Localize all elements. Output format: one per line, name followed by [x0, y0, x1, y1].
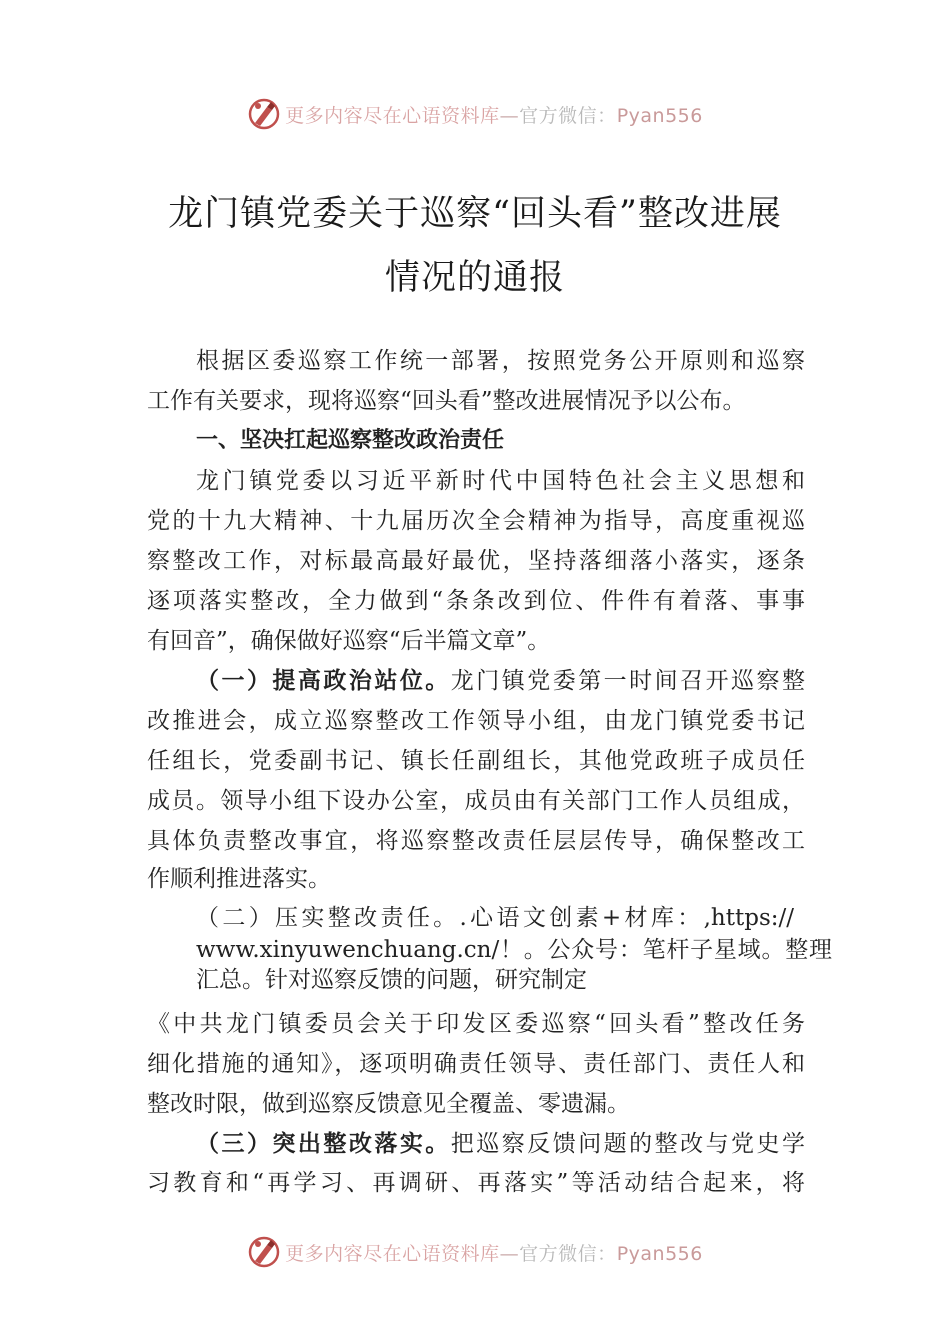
paragraph-line: 龙门镇党委以习近平新时代中国特色社会主义思想和: [196, 468, 805, 494]
paragraph-line: 细化措施的通知》，逐项明确责任领导、责任部门、责任人和: [147, 1051, 805, 1077]
paragraph-line: 《中共龙门镇委员会关于印发区委巡察“回头看”整改任务: [147, 1011, 805, 1037]
paragraph-line: 有回音”，确保做好巡察“后半篇文章”。: [147, 628, 551, 654]
footer-banner: [0, 1232, 950, 1272]
pen-nib-logo-icon: [247, 1235, 281, 1269]
paragraph-line: www.xinyuwenchuang.cn/！。公众号：笔杆子星域。整理: [196, 937, 832, 963]
paragraph-line: 习教育和“再学习、再调研、再落实”等活动结合起来，将: [147, 1170, 805, 1196]
paragraph-line: 汇总。针对巡察反馈的问题，研究制定: [196, 967, 587, 993]
document-title-line1: 龙门镇党委关于巡察“回头看”整改进展: [168, 194, 782, 234]
pen-nib-logo-icon: [247, 97, 281, 131]
paragraph-line: 任组长，党委副书记、镇长任副组长，其他党政班子成员任: [147, 748, 805, 774]
section-heading: 一、坚决扛起巡察整改政治责任: [196, 428, 505, 453]
paragraph-line: 根据区委巡察工作统一部署，按照党务公开原则和巡察: [196, 348, 805, 374]
paragraph-line: 具体负责整改事宜，将巡察整改责任层层传导，确保整改工: [147, 828, 805, 854]
paragraph-line: 整改时限，做到巡察反馈意见全覆盖、零遗漏。: [147, 1091, 630, 1117]
document-title-line2: 情况的通报: [384, 258, 565, 298]
subsection-heading: （三）突出整改落实。: [196, 1130, 451, 1157]
paragraph-line: （一）提高政治站位。龙门镇党委第一时间召开巡察整: [196, 667, 806, 694]
paragraph-line: （二）压实整改责任。.心语文创素+材库：,https://: [196, 905, 794, 931]
paragraph-line: 作顺利推进落实。: [147, 866, 331, 892]
subsection-heading: （一）提高政治站位。: [196, 667, 451, 694]
wechat-id: Pyan556: [616, 1242, 703, 1265]
footer-banner-text: 更多内容尽在心语资料库—官方微信：Pyan556: [285, 1242, 703, 1265]
paragraph-line: 成员。领导小组下设办公室，成员由有关部门工作人员组成，: [147, 788, 805, 814]
paragraph-line: （三）突出整改落实。把巡察反馈问题的整改与党史学: [196, 1130, 806, 1157]
header-banner: [0, 94, 950, 134]
paragraph-line: 工作有关要求，现将巡察“回头看”整改进展情况予以公布。: [147, 388, 746, 414]
paragraph-line: 党的十九大精神、十九届历次全会精神为指导，高度重视巡: [147, 508, 805, 534]
paragraph-line: 察整改工作，对标最高最好最优，坚持落细落小落实，逐条: [147, 548, 805, 574]
wechat-id: Pyan556: [616, 104, 703, 127]
paragraph-line: 改推进会，成立巡察整改工作领导小组，由龙门镇党委书记: [147, 708, 805, 734]
header-banner-text: 更多内容尽在心语资料库—官方微信：Pyan556: [285, 104, 703, 127]
paragraph-line: 逐项落实整改，全力做到“条条改到位、件件有着落、事事: [147, 588, 805, 614]
